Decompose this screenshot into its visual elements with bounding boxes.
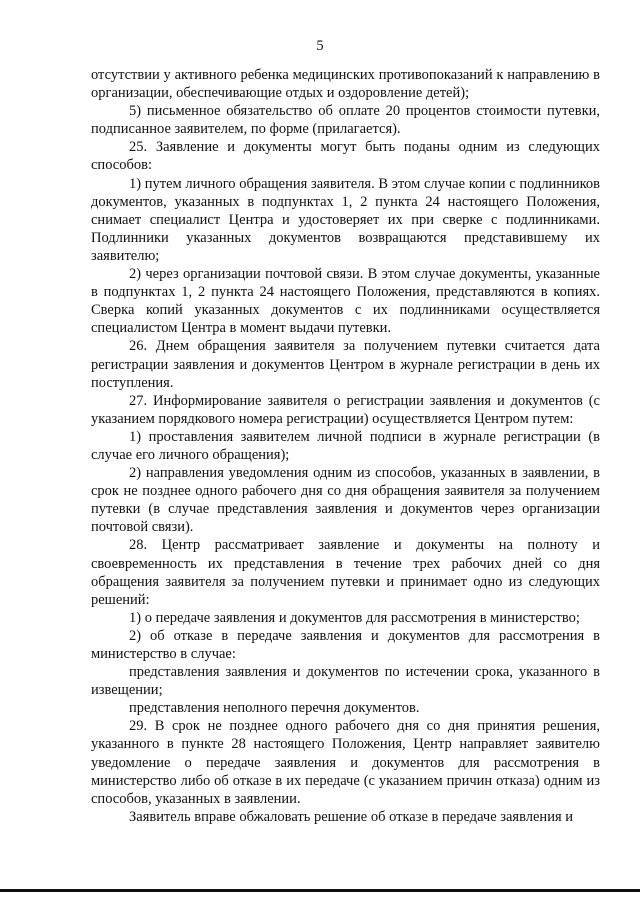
scan-bottom-edge	[0, 889, 640, 892]
page-number: 5	[316, 38, 324, 54]
paragraph-clause-26: 26. Днем обращения заявителя за получением путевки считается дата регистрации заявления и документов Центром в журнале регистрации в день их поступления.	[91, 338, 600, 391]
paragraph-clause-28: 28. Центр рассматривает заявление и документы на полноту и своевременность их представления в течение трех рабочих дней со дня обращения заявителя за получением путевки и принимает одно из следующих решений:	[91, 537, 600, 608]
paragraph-clause-28-item-1: 1) о передаче заявления и документов для рассмотрения в министерство;	[129, 609, 580, 626]
paragraph-clause-27-item-2: 2) направления уведомления одним из способов, указанных в заявлении, в срок не позднее одного рабочего дня со дня обращения заявителя за получением путевки (в случае представления заявления и документов через организации почтовой связи).	[91, 465, 600, 536]
document-body	[91, 66, 600, 826]
paragraph-appeal: Заявитель вправе обжаловать решение об отказе в передаче заявления и	[129, 808, 574, 825]
paragraph-clause-27: 27. Информирование заявителя о регистрации заявления и документов (с указанием порядкового номера регистрации) осуществляется Центром путем:	[91, 392, 600, 427]
paragraph-refusal-reason-2: представления неполного перечня документов.	[129, 700, 420, 717]
paragraph-clause-25-item-2: 2) через организации почтовой связи. В этом случае документы, указанные в подпунктах 1, 2 пункта 24 настоящего Положения, представляются в копиях. Сверка копий указанных документов с их подлинниками осуществляется специалистом Центра в момент выдачи путевки.	[91, 266, 600, 337]
paragraph-item-5: 5) письменное обязательство об оплате 20 процентов стоимости путевки, подписанное заявителем, по форме (прилагается).	[91, 103, 600, 138]
paragraph-continuation: отсутствии у активного ребенка медицинских противопоказаний к направлению в организации, обеспечивающие отдых и оздоровление детей);	[91, 67, 600, 102]
paragraph-clause-25: 25. Заявление и документы могут быть поданы одним из следующих способов:	[91, 139, 600, 174]
paragraph-refusal-reason-1: представления заявления и документов по истечении срока, указанного в извещении;	[91, 664, 600, 699]
paragraph-clause-25-item-1: 1) путем личного обращения заявителя. В этом случае копии с подлинников документов, указанных в подпунктах 1, 2 пункта 24 настоящего Положения, снимает специалист Центра и удостоверяет их при сверке с подлинниками. Подлинники указанных документов возвращаются представившему их заявителю;	[91, 175, 600, 264]
paragraph-clause-28-item-2: 2) об отказе в передаче заявления и документов для рассмотрения в министерство в случае:	[91, 627, 600, 662]
paragraph-clause-27-item-1: 1) проставления заявителем личной подписи в журнале регистрации (в случае его личного обращения);	[91, 428, 600, 463]
paragraph-clause-29: 29. В срок не позднее одного рабочего дня со дня принятия решения, указанного в пункте 28 настоящего Положения, Центр направляет заявителю уведомление о передаче заявления и документов для рассмотрения в министерство либо об отказе в их передаче (с указанием причин отказа) одним из способов, указанных в заявлении.	[91, 718, 600, 807]
